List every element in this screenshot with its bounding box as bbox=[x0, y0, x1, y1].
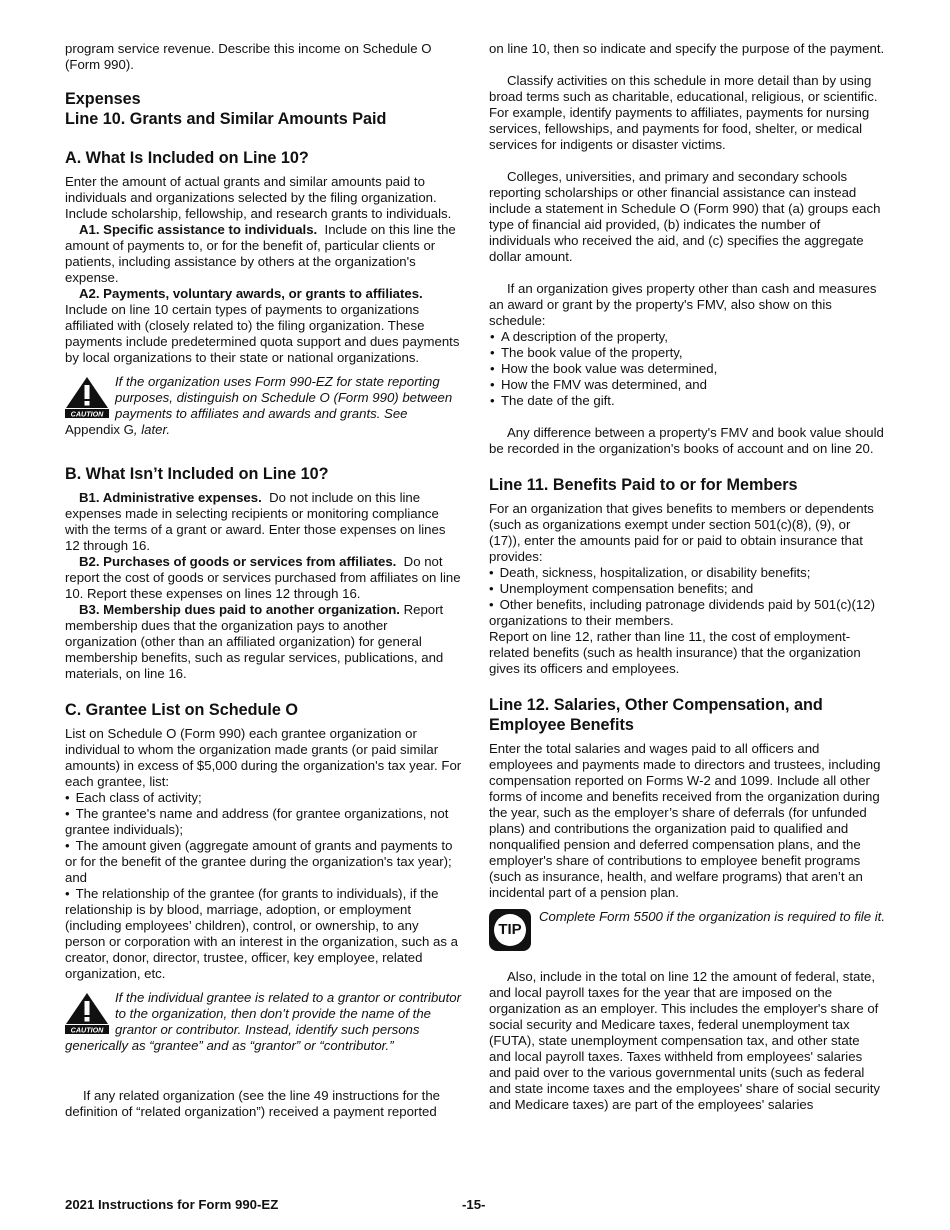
fmv-paragraph: Any difference between a property's FMV and book value should be recorded in the organization's books of account and on line 20. bbox=[489, 425, 884, 456]
section-b-heading: B. What Isn’t Included on Line 10? bbox=[65, 465, 329, 483]
caution-1-text: If the organization uses Form 990-EZ for state reporting purposes, distinguish on Schedule O (Form 990) between payments to affiliates and awards and grants. bbox=[115, 374, 453, 421]
list-item: • How the FMV was determined, and bbox=[489, 377, 885, 393]
right-column bbox=[489, 41, 885, 1113]
list-item: • The book value of the property, bbox=[489, 345, 885, 361]
line11-report-paragraph: Report on line 12, rather than line 11, the cost of employment-related benefits (such as health insurance) that the organization gives its officers and employees. bbox=[489, 629, 861, 676]
line12-paragraph: Enter the total salaries and wages paid to all officers and employees and payments made to directors and trustees, including compensation reported on Forms W-2 and 1099. Include all other forms of income and benefits received from the organization during the year, such as the employer’s share of deferrals (for unfunded plans) and contributions the organization paid to qualified and nonqualified pension and deferred compensation plans, and the employer's share of contributions to employee benefit programs (such as insurance, health, and welfare programs) that aren’t an incidental part of a pension plan. bbox=[489, 741, 881, 900]
classify-paragraph: Classify activities on this schedule in more detail than by using broad terms such as charitable, educational, religious, or scientific. For example, identify payments to affiliates, payments for nursing services, fellowships, and payments for food, shelter, or medical services for indigents or disaster victims. bbox=[489, 73, 878, 152]
list-item: • The amount given (aggregate amount of grants and payments to or for the benefit of the grantee during the organization's tax year); and bbox=[65, 838, 462, 886]
caution-label: CAUTION bbox=[70, 1025, 104, 1034]
a2-paragraph bbox=[65, 286, 462, 366]
a1-title: A1. Specific assistance to individuals. bbox=[79, 222, 318, 237]
section-c-paragraph: List on Schedule O (Form 990) each grantee organization or individual to whom the organization made grants (or paid similar amounts) in excess of $5,000 during the organization's tax year. For each grantee, list: bbox=[65, 726, 462, 789]
b3-title: B3. Membership dues paid to another organization. bbox=[79, 602, 400, 617]
b2-text: Do not report the cost of goods or services purchased from affiliates on line 10. Report these expenses on lines 12 through 16. bbox=[65, 554, 461, 601]
payroll-taxes-paragraph: Also, include in the total on line 12 the amount of federal, state, and local payroll taxes for the year that are imposed on the organization as an employer. This includes the employer's share of social security and Medicare taxes, federal unemployment tax (FUTA), state unemployment compensation tax, and other state and local payroll taxes. Taxes withheld from employees' salaries and paid over to the various governmental units (such as federal and state income taxes and the employees' share of social security and Medicare taxes) are part of the employees' salaries bbox=[489, 969, 881, 1112]
caution-2-text: If the individual grantee is related to a grantor or contributor to the organization, then don’t provide the name of the grantor or contributor. Instead, identify such persons generically as “grantee” and as “grantor” or “contributor.” bbox=[65, 990, 462, 1053]
a2-title: A2. Payments, voluntary awards, or grants to affiliates. bbox=[79, 286, 423, 301]
a1-text: Include on this line the amount of payments to, or for the benefit of, particular clients or patients, including assistance by others at the organization's expense. bbox=[65, 222, 456, 285]
list-item: • Other benefits, including patronage dividends paid by 501(c)(12) organizations to their members. bbox=[489, 597, 885, 629]
colleges-paragraph: Colleges, universities, and primary and secondary schools reporting scholarships or other financial assistance can instead include a statement in Schedule O (Form 990) that (a) groups each type of financial aid provided, (b) indicates the number of individuals who received the aid, and (c) specifies the aggregate dollar amount. bbox=[489, 169, 881, 264]
caution-label: CAUTION bbox=[70, 409, 104, 418]
a1-paragraph bbox=[65, 222, 462, 286]
property-bullet-list bbox=[489, 329, 885, 409]
list-item: • The grantee's name and address (for grantee organizations, not grantee individuals); bbox=[65, 806, 462, 838]
continued-paragraph: on line 10, then so indicate and specify the purpose of the payment. bbox=[489, 41, 885, 56]
tip-box bbox=[489, 909, 885, 951]
line11-bullet-list bbox=[489, 565, 885, 629]
caution-box-2 bbox=[65, 990, 462, 1054]
property-paragraph: If an organization gives property other than cash and measures an award or grant by the property's FMV, also show on this schedule: bbox=[489, 281, 877, 328]
line12-heading: Line 12. Salaries, Other Compensation, and Employee Benefits bbox=[489, 696, 823, 734]
caution-box-1 bbox=[65, 374, 462, 438]
list-item: • Unemployment compensation benefits; and bbox=[489, 581, 885, 597]
a2-text: Include on line 10 certain types of payments to organizations affiliated with (closely related to) the filing organization. These payments include predetermined quota support and dues payments by local organizations to their state or national organizations. bbox=[65, 302, 460, 365]
caution-icon bbox=[65, 376, 109, 418]
page-footer bbox=[65, 1197, 885, 1213]
b3-text: Report membership dues that the organization pays to another organization (other than an affiliated organization) for general membership benefits, such as regular services, publications, and materials, on line 16. bbox=[65, 602, 444, 681]
tip-icon bbox=[489, 909, 531, 951]
grantee-bullet-list bbox=[65, 790, 462, 982]
b1-text: Do not include on this line expenses made in selecting recipients or monitoring compliance with the terms of a grant or award. Enter those expenses on lines 12 through 16. bbox=[65, 490, 446, 553]
caution-icon bbox=[65, 992, 109, 1034]
line11-heading: Line 11. Benefits Paid to or for Members bbox=[489, 476, 798, 494]
list-item: • Death, sickness, hospitalization, or disability benefits; bbox=[489, 565, 885, 581]
b2-title: B2. Purchases of goods or services from affiliates. bbox=[79, 554, 397, 569]
caution-1-appendix-link[interactable]: Appendix G bbox=[65, 422, 134, 437]
line11-paragraph: For an organization that gives benefits to members or dependents (such as organizations exempt under section 501(c)(8), (9), or (17)), enter the amounts paid for or paid to obtain insurance that provides: bbox=[489, 501, 874, 564]
expenses-heading-block bbox=[65, 89, 462, 129]
section-a-heading: A. What Is Included on Line 10? bbox=[65, 149, 309, 167]
b1-title: B1. Administrative expenses. bbox=[79, 490, 262, 505]
caution-1-see: See bbox=[384, 406, 408, 421]
section-c-heading: C. Grantee List on Schedule O bbox=[65, 701, 298, 719]
section-a-paragraph: Enter the amount of actual grants and similar amounts paid to individuals and organizations selected by the filing organization. Include scholarship, fellowship, and research grants to individuals. bbox=[65, 174, 452, 221]
tip-text: Complete Form 5500 if the organization is required to file it. bbox=[539, 909, 885, 924]
related-org-paragraph: If any related organization (see the line 49 instructions for the definition of “related organization”) received a payment reported bbox=[65, 1088, 441, 1119]
page-number: -15- bbox=[462, 1197, 486, 1212]
list-item: • A description of the property, bbox=[489, 329, 885, 345]
expenses-heading: Expenses bbox=[65, 90, 141, 108]
b1-paragraph bbox=[65, 490, 462, 554]
intro-paragraph: program service revenue. Describe this income on Schedule O (Form 990). bbox=[65, 41, 432, 72]
caution-1-later: , later. bbox=[133, 422, 171, 437]
list-item: • The date of the gift. bbox=[489, 393, 885, 409]
left-column bbox=[65, 41, 462, 1120]
list-item: • The relationship of the grantee (for grants to individuals), if the relationship is by blood, marriage, adoption, or employment (including employees’ children), control, or ownership, to any person or corporation with an interest in the organization, such as a creator, donor, director, trustee, officer, key employee, related organization, etc. bbox=[65, 886, 462, 982]
b3-paragraph bbox=[65, 602, 462, 682]
list-item: • Each class of activity; bbox=[65, 790, 462, 806]
footer-title: 2021 Instructions for Form 990-EZ bbox=[65, 1197, 279, 1212]
tip-label: TIP bbox=[498, 921, 522, 938]
list-item: • How the book value was determined, bbox=[489, 361, 885, 377]
b2-paragraph bbox=[65, 554, 462, 602]
line10-heading: Line 10. Grants and Similar Amounts Paid bbox=[65, 110, 387, 128]
